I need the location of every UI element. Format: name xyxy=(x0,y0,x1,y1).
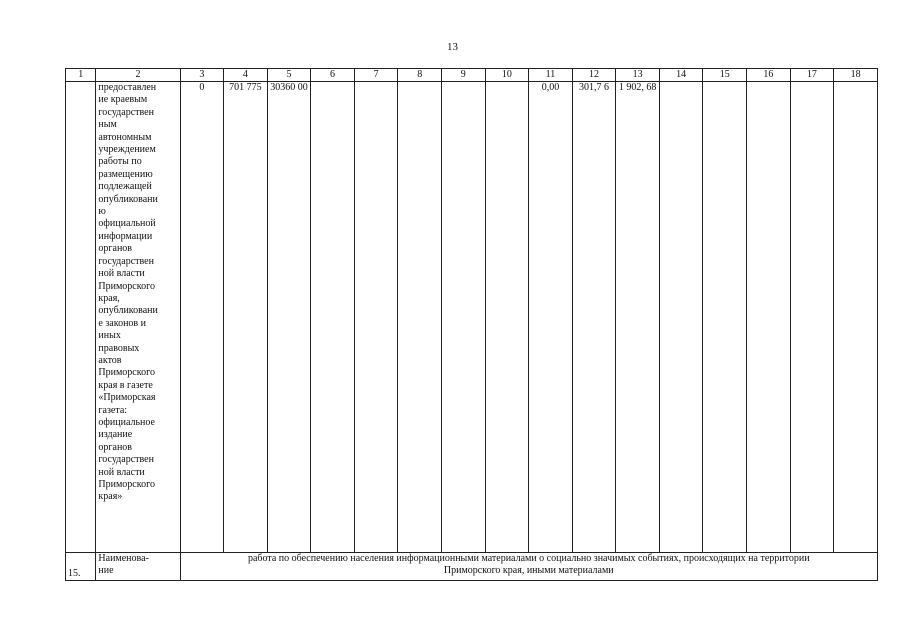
value-cell: 0 xyxy=(180,82,224,553)
value-cell xyxy=(703,82,747,553)
value-cell xyxy=(485,82,529,553)
header-row xyxy=(66,69,878,82)
header-cell: 12 xyxy=(572,69,616,82)
header-cell: 8 xyxy=(398,69,442,82)
header-cell: 3 xyxy=(180,69,224,82)
work-name-cell xyxy=(180,553,877,581)
header-cell: 11 xyxy=(529,69,573,82)
header-cell: 7 xyxy=(354,69,398,82)
header-cell: 18 xyxy=(834,69,878,82)
work-name-line: работа по обеспечению населения информационными материалами о социально значимых событиях, происходящих на территории xyxy=(247,553,810,564)
work-name-line: Приморского края, иными материалами xyxy=(443,565,614,577)
value-cell xyxy=(747,82,791,553)
name-label-cell: Наименова- ние xyxy=(96,553,180,581)
header-cell: 14 xyxy=(659,69,703,82)
value-cell: 0,00 xyxy=(529,82,573,553)
table-row xyxy=(66,82,878,553)
value-cell xyxy=(442,82,486,553)
value-cell: 1 902, 68 xyxy=(616,82,660,553)
header-cell: 5 xyxy=(267,69,311,82)
value-cell xyxy=(790,82,834,553)
header-cell: 16 xyxy=(747,69,791,82)
value-cell xyxy=(659,82,703,553)
header-cell: 2 xyxy=(96,69,180,82)
header-cell: 17 xyxy=(790,69,834,82)
value-cell xyxy=(834,82,878,553)
row-number-cell: 15. xyxy=(66,553,96,581)
description-cell: предоставлен ие краевым государствен ным автономным учреждением работы по размещению подлежащей опубликовани ю официальной информации органов государствен ной власти Приморского края, опубликовани е законов и иных правовых актов Приморского края в газете «Приморская газета: официальное издание органов государствен ной власти Приморского края» xyxy=(96,82,180,553)
header-cell: 10 xyxy=(485,69,529,82)
header-cell: 9 xyxy=(442,69,486,82)
header-cell: 13 xyxy=(616,69,660,82)
header-cell: 1 xyxy=(66,69,96,82)
value-cell: 30360 00 xyxy=(267,82,311,553)
header-cell: 15 xyxy=(703,69,747,82)
value-cell: 301,7 6 xyxy=(572,82,616,553)
header-cell: 6 xyxy=(311,69,355,82)
data-table xyxy=(65,68,878,581)
value-cell: 701 775 xyxy=(224,82,268,553)
value-cell xyxy=(311,82,355,553)
page-number: 13 xyxy=(447,41,458,53)
value-cell xyxy=(354,82,398,553)
table-row xyxy=(66,553,878,581)
row-number-cell xyxy=(66,82,96,553)
value-cell xyxy=(398,82,442,553)
header-cell: 4 xyxy=(224,69,268,82)
